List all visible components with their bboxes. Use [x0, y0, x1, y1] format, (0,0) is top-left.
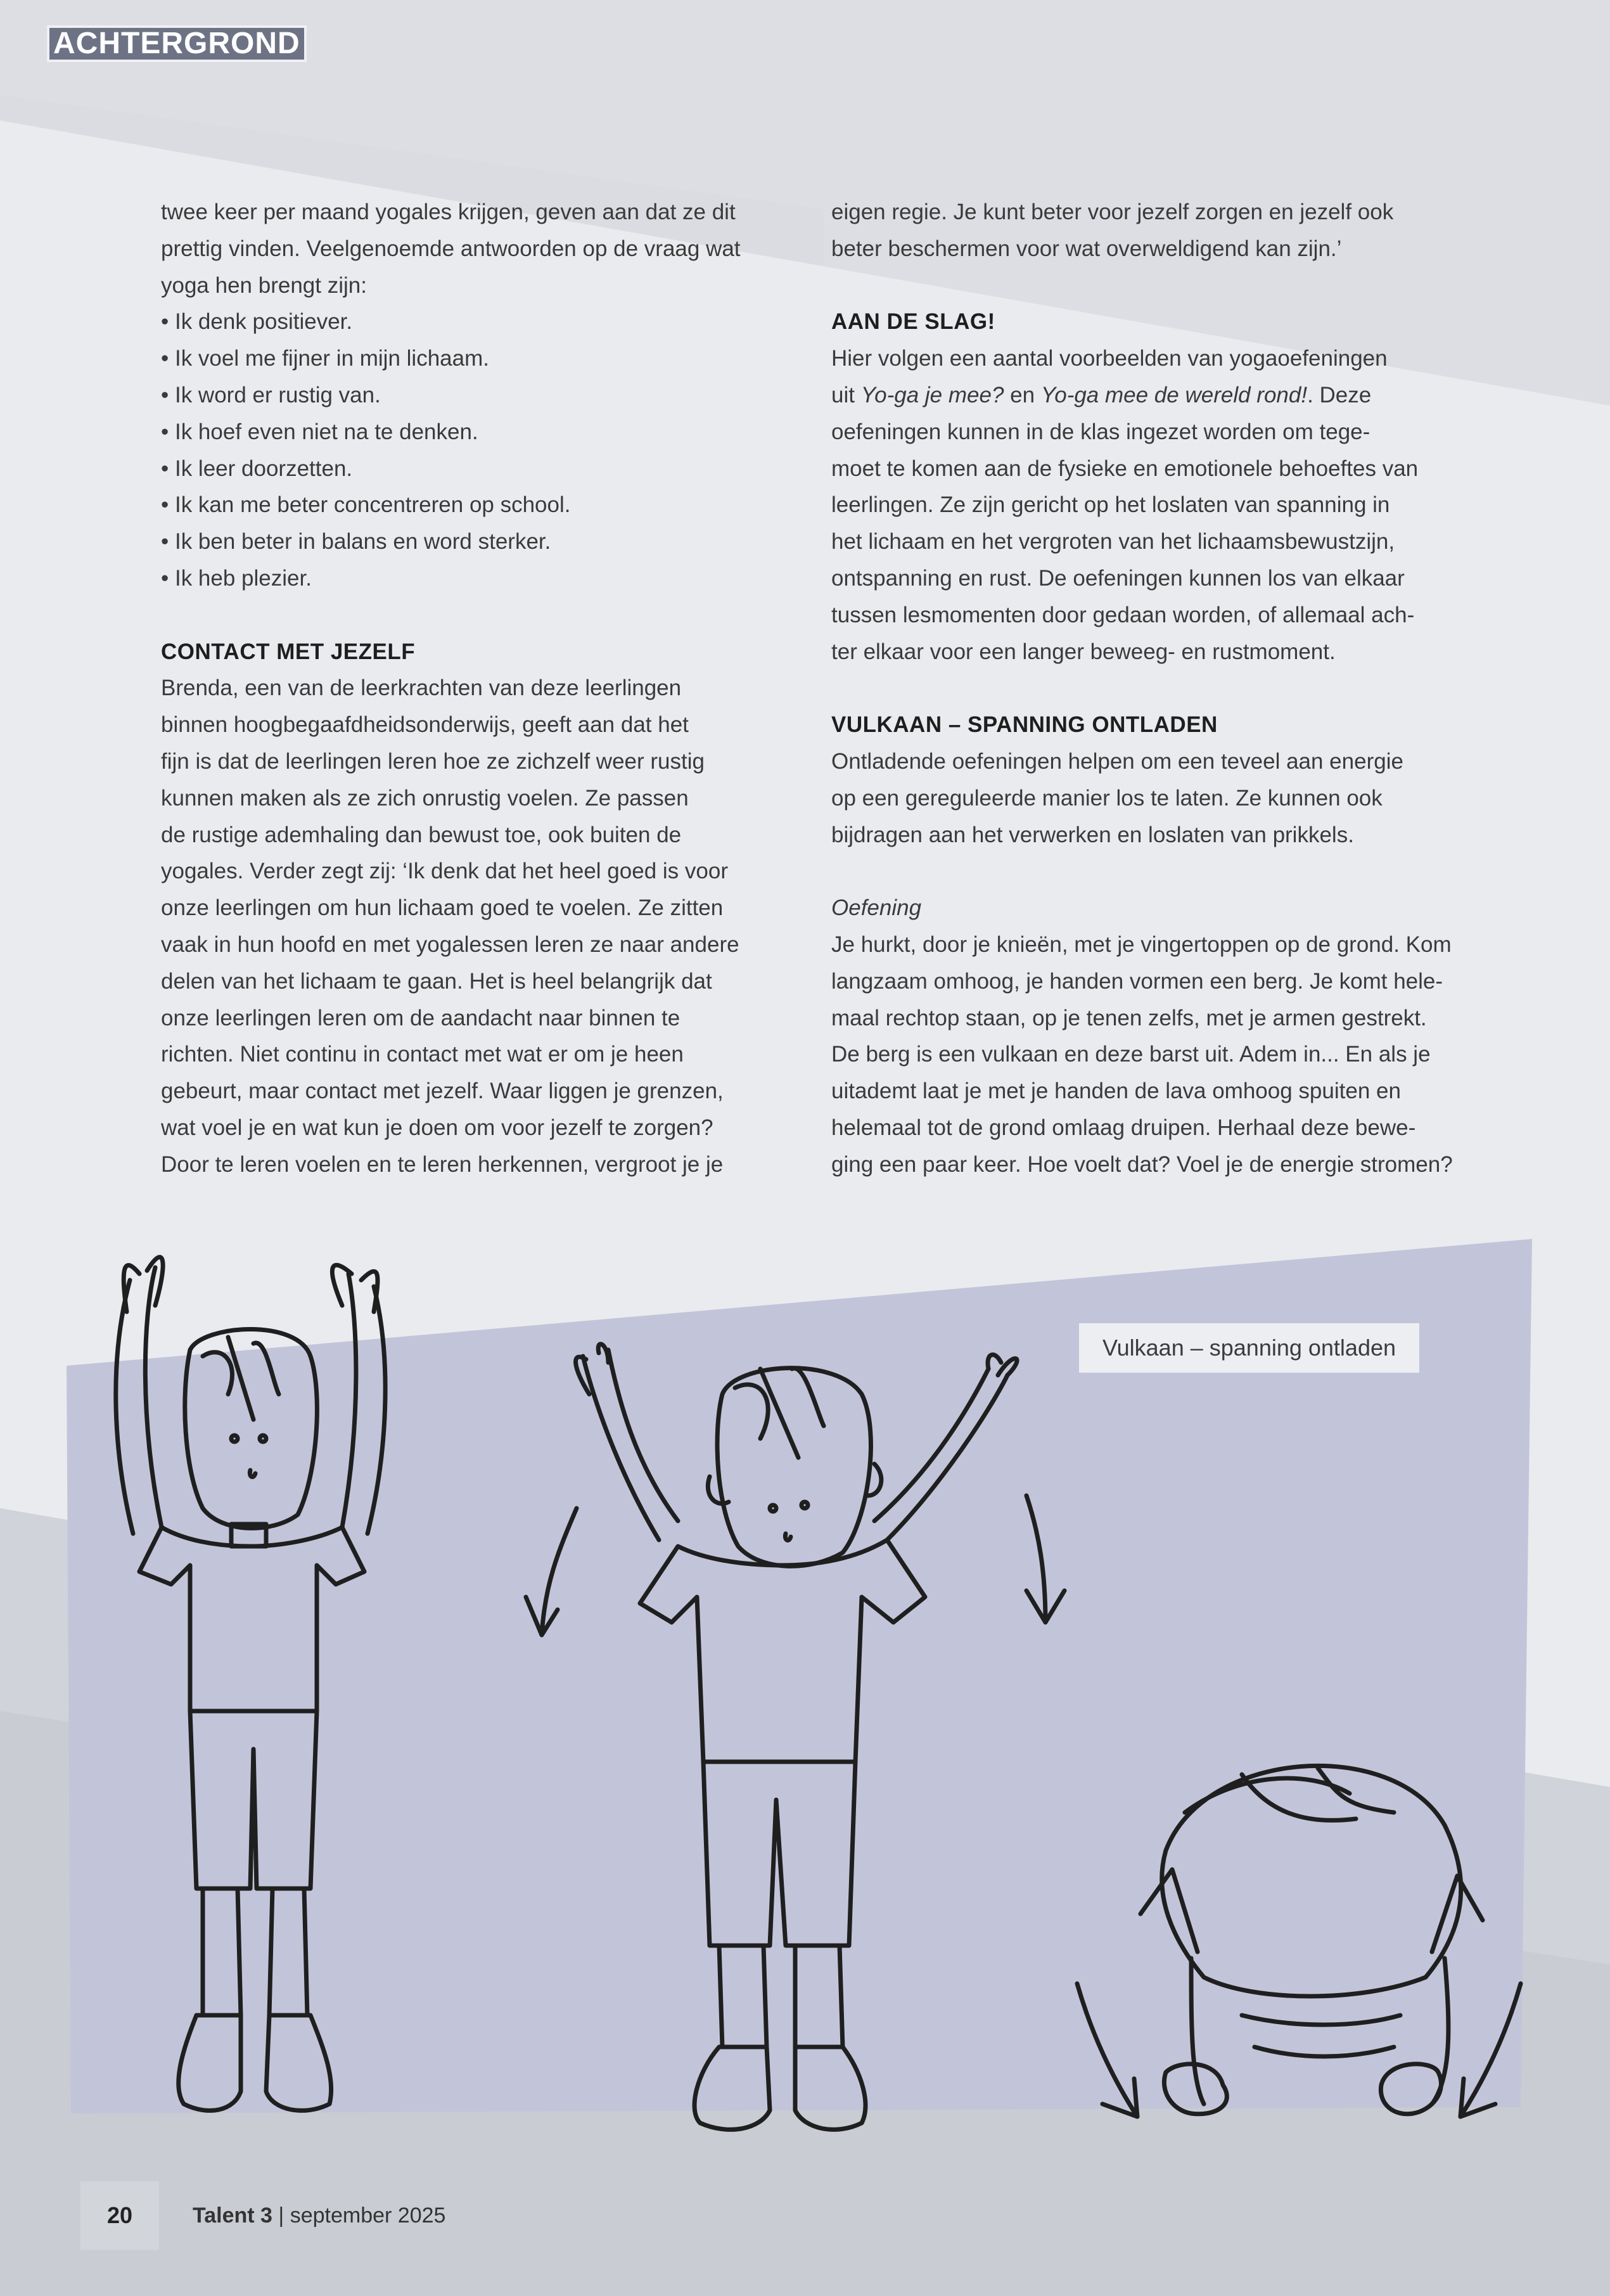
- text-line: Je hurkt, door je knieën, met je vingertoppen op de grond. Kom: [831, 932, 1452, 957]
- text-line: moet te komen aan de fysieke en emotionele behoeftes van: [831, 456, 1419, 481]
- text-line: Door te leren voelen en te leren herkennen, vergroot je je: [161, 1151, 724, 1177]
- page-number: 20: [80, 2181, 159, 2250]
- heading-vulkaan: VULKAAN – SPANNING ONTLADEN: [831, 712, 1218, 738]
- text-line: fijn is dat de leerlingen leren hoe ze zichzelf weer rustig: [161, 748, 705, 774]
- text-line: delen van het lichaam te gaan. Het is heel belangrijk dat: [161, 968, 712, 994]
- text-line: oefeningen kunnen in de klas ingezet worden om tege-: [831, 419, 1370, 444]
- text-line: de rustige ademhaling dan bewust toe, ook buiten de: [161, 822, 682, 847]
- left-column: [161, 194, 795, 1183]
- text-line: Hier volgen een aantal voorbeelden van yogaoefeningen: [831, 346, 1388, 371]
- text-line: uitademt laat je met je handen de lava omhoog spuiten en: [831, 1079, 1401, 1104]
- subheading-oefening: Oefening: [831, 895, 922, 921]
- bullet-item: • Ik word er rustig van.: [161, 382, 381, 407]
- text-line: richten. Niet continu in contact met wat er om je heen: [161, 1042, 684, 1067]
- paragraph-gap: [831, 267, 1465, 304]
- text-line: gebeurt, maar contact met jezelf. Waar liggen je grenzen,: [161, 1079, 724, 1104]
- footer-separator: |: [272, 2203, 290, 2228]
- text-line: yogales. Verder zegt zij: ‘Ik denk dat het heel goed is voor: [161, 859, 728, 884]
- bullet-item: • Ik ben beter in balans en word sterker.: [161, 529, 551, 555]
- paragraph-gap: [161, 597, 795, 634]
- section-tag: ACHTERGROND: [47, 25, 307, 62]
- text-line: het lichaam en het vergroten van het lichaamsbewustzijn,: [831, 529, 1395, 555]
- text-line: wat voel je en wat kun je doen om voor jezelf te zorgen?: [161, 1115, 713, 1140]
- heading-aan-de-slag: AAN DE SLAG!: [831, 309, 995, 335]
- text-line: onze leerlingen om hun lichaam goed te voelen. Ze zitten: [161, 895, 724, 921]
- text-line: onze leerlingen leren om de aandacht naar binnen te: [161, 1005, 680, 1030]
- text-line: leerlingen. Ze zijn gericht op het loslaten van spanning in: [831, 492, 1390, 518]
- child-on-toes-arms-up: [526, 1344, 1064, 2130]
- bullet-item: • Ik hoef even niet na te denken.: [161, 419, 478, 444]
- heading-contact-met-jezelf: CONTACT MET JEZELF: [161, 639, 416, 664]
- magazine-name: Talent 3: [193, 2203, 272, 2228]
- footer-credit: [193, 2181, 445, 2250]
- issue-date: september 2025: [290, 2203, 446, 2228]
- book-title: Yo-ga je mee?: [860, 382, 1004, 407]
- bullet-item: • Ik denk positiever.: [161, 309, 353, 335]
- text-line: [831, 377, 1465, 414]
- text-run: . Deze: [1307, 382, 1372, 407]
- text-line: helemaal tot de grond omlaag druipen. Herhaal deze bewe-: [831, 1115, 1416, 1140]
- child-standing-arms-up: [116, 1257, 385, 2111]
- text-run: uit: [831, 382, 861, 407]
- text-line: twee keer per maand yogales krijgen, geven aan dat ze dit: [161, 200, 736, 224]
- text-line: kunnen maken als ze zich onrustig voelen. Ze passen: [161, 785, 689, 811]
- book-title: Yo-ga mee de wereld rond!: [1040, 382, 1308, 407]
- bullet-item: • Ik kan me beter concentreren op school.: [161, 492, 571, 518]
- text-line: prettig vinden. Veelgenoemde antwoorden op de vraag wat: [161, 236, 741, 261]
- text-line: tussen lesmomenten door gedaan worden, of allemaal ach-: [831, 602, 1415, 627]
- text-run: en: [1004, 382, 1041, 407]
- text-line: beter beschermen voor wat overweldigend kan zijn.’: [831, 236, 1342, 261]
- right-column: [831, 194, 1465, 1183]
- text-line: ging een paar keer. Hoe voelt dat? Voel je de energie stromen?: [831, 1151, 1453, 1177]
- text-line: eigen regie. Je kunt beter voor jezelf zorgen en jezelf ook: [831, 200, 1394, 224]
- paragraph-gap: [831, 853, 1465, 890]
- text-line: yoga hen brengt zijn:: [161, 273, 367, 298]
- bullet-item: • Ik voel me fijner in mijn lichaam.: [161, 346, 489, 371]
- text-line: ter elkaar voor een langer beweeg- en rustmoment.: [831, 639, 1336, 664]
- child-squatting: [1077, 1766, 1521, 2117]
- text-line: Ontladende oefeningen helpen om een teveel aan energie: [831, 748, 1403, 774]
- text-line: maal rechtop staan, op je tenen zelfs, met je armen gestrekt.: [831, 1005, 1427, 1030]
- text-line: binnen hoogbegaafdheidsonderwijs, geeft aan dat het: [161, 712, 689, 738]
- text-line: op een gereguleerde manier los te laten. Ze kunnen ook: [831, 785, 1383, 811]
- illustration-caption: Vulkaan – spanning ontladen: [1079, 1323, 1419, 1373]
- text-line: bijdragen aan het verwerken en loslaten van prikkels.: [831, 822, 1354, 847]
- bullet-item: • Ik leer doorzetten.: [161, 456, 353, 481]
- text-line: vaak in hun hoofd en met yogalessen leren ze naar andere: [161, 932, 739, 957]
- bullet-item: • Ik heb plezier.: [161, 565, 312, 591]
- text-line: langzaam omhoog, je handen vormen een berg. Je komt hele-: [831, 968, 1443, 994]
- paragraph-gap: [831, 670, 1465, 707]
- text-line: De berg is een vulkaan en deze barst uit. Adem in... En als je: [831, 1042, 1431, 1067]
- text-line: ontspanning en rust. De oefeningen kunnen los van elkaar: [831, 565, 1405, 591]
- text-line: Brenda, een van de leerkrachten van deze leerlingen: [161, 676, 682, 701]
